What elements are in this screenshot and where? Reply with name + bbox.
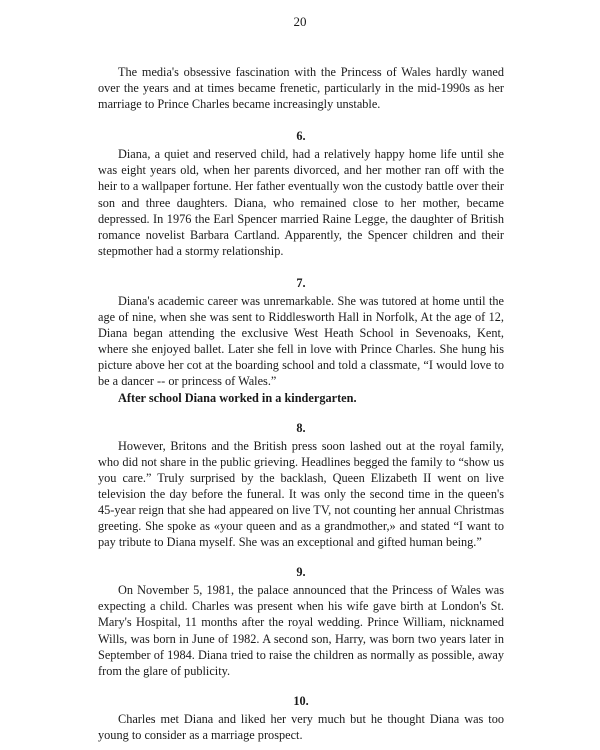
section-heading-6: 6. [296, 129, 306, 144]
intro-paragraph: The media's obsessive fascination with the Princess of Wales hardly waned over the years and at times became frenetic, particularly in the mid-1990s as her marriage to Prince Charles became increasingly unstable. [98, 65, 504, 112]
section-6-paragraph: Diana, a quiet and reserved child, had a relatively happy home life until she was eight years old, when her parents divorced, and her mother ran off with the heir to a wallpaper fortune. Her father eventually won the custody battle over their son and three daughters. Diana, who remained close to her mother, became depressed. In 1976 the Earl Spencer married Raine Legge, the daughter of British romance novelist Barbara Cartland. Apparently, the Spencer children and their stepmother had a stormy relationship. [98, 147, 504, 258]
section-8-paragraph: However, Britons and the British press soon lashed out at the royal family, who did not share in the public grieving. Headlines begged the family to “show us you care.” Truly surprised by the backlash, Queen Elizabeth II went on live television the day before the funeral. It was only the second time in the queen's 45-year reign that she had appeared on live TV, not counting her annual Christmas greeting. She spoke as «your queen and as a grandmother,» and stated “I want to pay tribute to Diana myself. She was an exceptional and gifted human being.” [98, 438, 504, 550]
section-10-paragraph: Charles met Diana and liked her very much but he thought Diana was too young to consider as a marriage prospect. [98, 711, 504, 742]
section-10 [98, 711, 504, 743]
section-heading-9: 9. [296, 565, 306, 580]
section-9 [98, 582, 504, 679]
section-7-paragraph: Diana's academic career was unremarkable. She was tutored at home until the age of nine, when she was sent to Riddlesworth Hall in Norfolk, At the age of 12, Diana began attending the exclusive West Heath School in Sevenoaks, Kent, where she enjoyed ballet. Later she fell in love with Prince Charles. She hung his picture above her cot at the boarding school and told a classmate, “I would love to be a dancer -- or princess of Wales.” [98, 293, 504, 389]
section-heading-8: 8. [296, 420, 306, 435]
section-heading-7: 7. [296, 275, 306, 290]
intro-section [98, 64, 504, 112]
section-7-bold-line: After school Diana worked in a kindergarten. [118, 390, 357, 405]
section-7 [98, 293, 504, 406]
section-6 [98, 146, 504, 259]
section-8 [98, 438, 504, 551]
section-9-paragraph: On November 5, 1981, the palace announced that the Princess of Wales was expecting a child. Charles was present when his wife gave birth at London's St. Mary's Hospital, 11 months after the royal wedding. Prince William, nicknamed Wills, was born in June of 1982. A second son, Harry, was born two years later in September of 1984. Diana tried to raise the children as normally as possible, away from the glare of publicity. [98, 583, 504, 678]
page-number: 20 [293, 14, 307, 29]
document-body [98, 64, 504, 743]
section-heading-10: 10. [293, 693, 309, 708]
